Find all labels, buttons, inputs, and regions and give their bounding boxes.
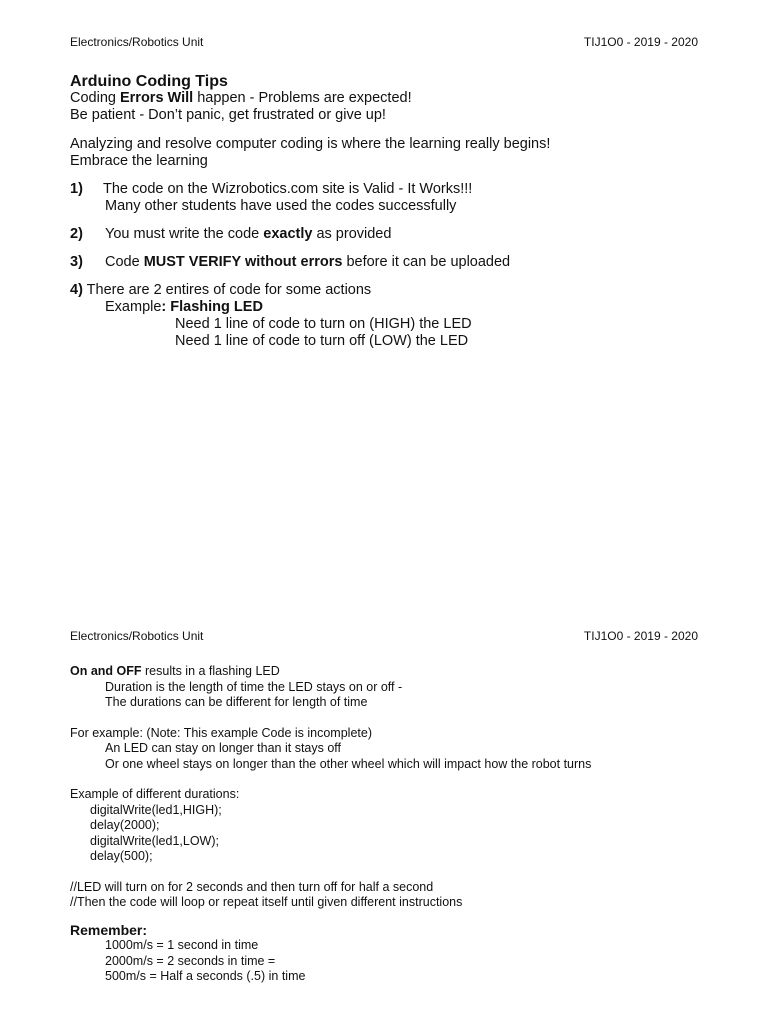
- comment-line-1: //LED will turn on for 2 seconds and then turn off for half a second: [70, 879, 434, 894]
- code-line: delay(500);: [90, 849, 153, 863]
- code-line: delay(2000);: [90, 818, 160, 832]
- header-left: Electronics/Robotics Unit: [70, 35, 204, 49]
- page1-body: [70, 73, 698, 350]
- list-item-3: 3) Code MUST VERIFY without errors before it can be uploaded: [70, 254, 511, 270]
- intro-line-2: Be patient - Don’t panic, get frustrated or give up!: [70, 107, 386, 123]
- header-right: TIJ1O0 - 2019 - 2020: [583, 35, 698, 49]
- page-title: Arduino Coding Tips: [70, 73, 228, 90]
- list-item-2: 2) You must write the code exactly as provided: [70, 226, 392, 242]
- remember-line-2: 2000m/s = 2 seconds in time =: [105, 953, 276, 968]
- comment-line-2: //Then the code will loop or repeat itself until given different instructions: [70, 895, 463, 909]
- header-right: TIJ1O0 - 2019 - 2020: [583, 629, 698, 643]
- for-example-line: For example: (Note: This example Code is incomplete): [70, 725, 372, 740]
- durations-title: Example of different durations:: [70, 787, 240, 801]
- list-item-1-sub: Many other students have used the codes successfully: [105, 198, 457, 214]
- for-example-sub-1: An LED can stay on longer than it stays off: [105, 741, 342, 755]
- para-2: Embrace the learning: [70, 153, 208, 169]
- list-item-4: 4) There are 2 entires of code for some actions: [70, 282, 372, 298]
- remember-line-1: 1000m/s = 1 second in time: [105, 938, 259, 952]
- code-line: digitalWrite(led1,LOW);: [90, 833, 219, 848]
- para-1: Analyzing and resolve computer coding is where the learning really begins!: [70, 136, 551, 152]
- remember-heading: Remember:: [70, 921, 148, 938]
- for-example-sub-2: Or one wheel stays on longer than the other wheel which will impact how the robot turns: [105, 756, 592, 771]
- list-item-1: 1) The code on the Wizrobotics.com site is Valid - It Works!!!: [70, 181, 473, 197]
- onoff-sub-2: The durations can be different for length of time: [105, 695, 368, 709]
- example-heading: Example: Flashing LED: [105, 299, 263, 315]
- remember-line-3: 500m/s = Half a seconds (.5) in time: [105, 969, 306, 983]
- page2-body: [70, 664, 698, 985]
- header-left: Electronics/Robotics Unit: [70, 629, 204, 643]
- onoff-sub-1: Duration is the length of time the LED stays on or off -: [105, 679, 403, 694]
- intro-line-1: Coding Errors Will happen - Problems are expected!: [70, 90, 412, 106]
- code-line: digitalWrite(led1,HIGH);: [90, 802, 222, 817]
- example-line-1: Need 1 line of code to turn on (HIGH) the LED: [175, 316, 472, 332]
- example-line-2: Need 1 line of code to turn off (LOW) the LED: [175, 333, 469, 349]
- onoff-line: On and OFF results in a flashing LED: [70, 664, 280, 678]
